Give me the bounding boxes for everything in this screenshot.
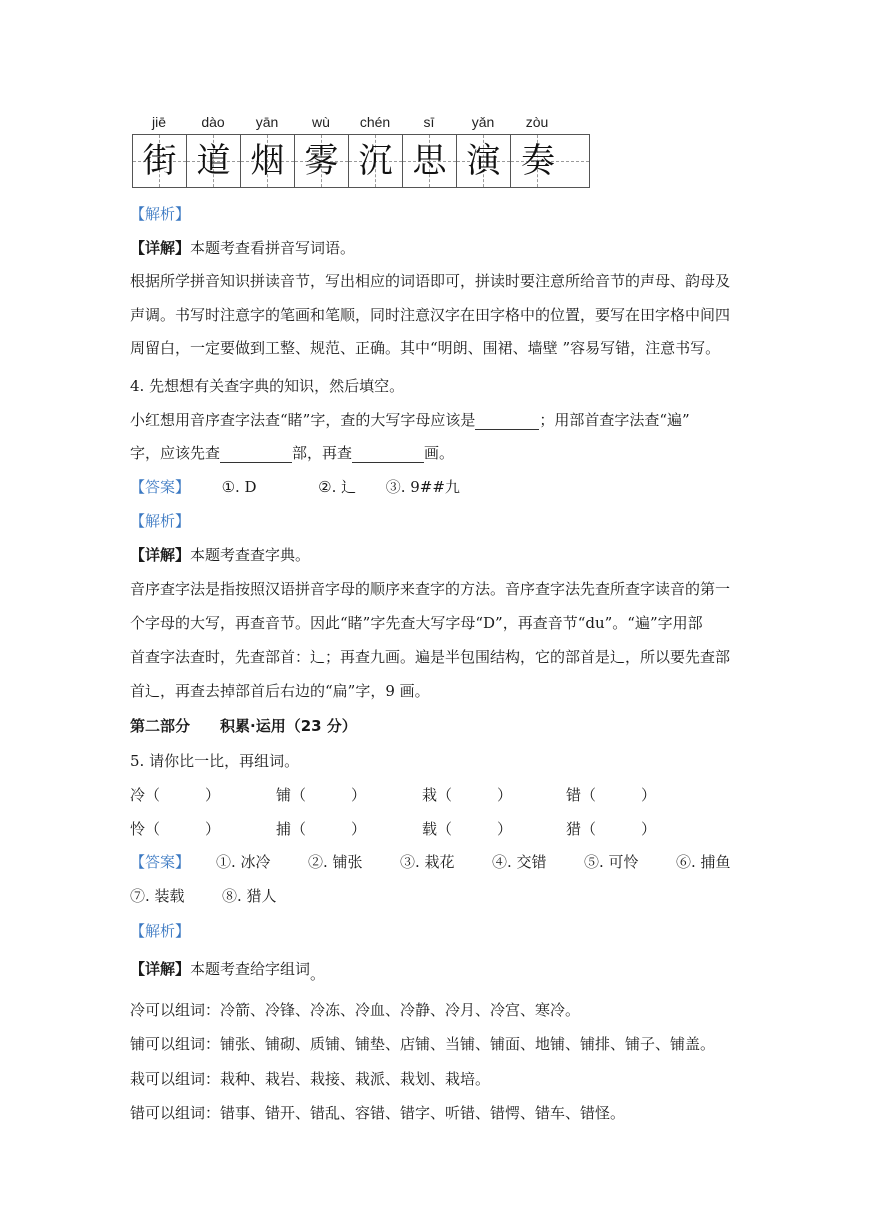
section-heading: 第二部分 积累·运用（23 分） xyxy=(130,717,357,735)
word-pair-item: 载（ ） xyxy=(422,820,513,838)
grid-character: 街 xyxy=(142,141,177,181)
paragraph-line: 错可以组词：错事、错开、错乱、容错、错字、听错、错愕、错车、错怪。 xyxy=(130,1104,626,1122)
grid-cell xyxy=(403,135,457,187)
grid-character: 演 xyxy=(466,141,501,181)
grid-cell xyxy=(133,135,187,187)
grid-character: 雾 xyxy=(304,141,339,181)
jiexi-label: 【解析】 xyxy=(130,922,191,940)
paragraph-line: 声调。书写时注意字的笔画和笔顺，同时注意汉字在田字格中的位置，要写在田字格中间四 xyxy=(130,306,731,324)
grid-character: 道 xyxy=(196,141,231,181)
grid-cell xyxy=(295,135,349,187)
paragraph-line: 首辶，再查去掉部首后右边的“扁”字，9 画。 xyxy=(130,682,430,700)
answer-line xyxy=(130,476,460,497)
jiexi-label: 【解析】 xyxy=(130,205,191,223)
paragraph-line: 根据所学拼音知识拼读音节，写出相应的词语即可，拼读时要注意所给音节的声母、韵母及 xyxy=(130,272,731,290)
word-pair-item: 冷（ ） xyxy=(130,786,221,804)
answer-blank xyxy=(475,411,539,430)
answer-item: ⑥. 捕鱼 xyxy=(676,853,731,871)
pinyin: yǎn xyxy=(471,114,495,130)
pinyin: chén xyxy=(359,114,391,130)
pinyin: zòu xyxy=(525,114,549,130)
pinyin: yān xyxy=(255,114,279,130)
answer-item: ⑤. 可怜 xyxy=(584,853,639,871)
question-line xyxy=(130,442,454,463)
pinyin: wù xyxy=(312,114,330,130)
pinyin: dào xyxy=(201,114,225,130)
grid-cell xyxy=(349,135,403,187)
grid-character: 思 xyxy=(412,141,447,181)
word-pair-item: 捕（ ） xyxy=(276,820,367,838)
paragraph-line: 首查字法查时，先查部首：辶；再查九画。遍是半包围结构，它的部首是辶，所以要先查部 xyxy=(130,648,731,666)
pinyin-row xyxy=(132,114,590,134)
detail-text: 本题考查查字典。 xyxy=(190,546,311,564)
question-title: 5. 请你比一比，再组词。 xyxy=(130,752,300,770)
detail-label: 【详解】 xyxy=(130,239,191,257)
answer-label: 【答案】 xyxy=(130,478,191,496)
detail-text: 本题考查给字组词 xyxy=(190,960,311,978)
answer-item: ①. D xyxy=(221,478,257,496)
detail-label: 【详解】 xyxy=(130,546,191,564)
answer-blank xyxy=(352,444,424,463)
answer-item: ⑦. 装载 xyxy=(130,887,185,905)
question-text: 画。 xyxy=(424,444,455,462)
answer-item: ②. 辶 xyxy=(318,478,357,496)
answer-item: ②. 铺张 xyxy=(308,853,363,871)
grid-character: 沉 xyxy=(358,141,393,181)
detail-text: 本题考查看拼音写词语。 xyxy=(190,239,356,257)
answer-item: ③. 9##九 xyxy=(385,478,460,496)
tianzige-grid xyxy=(132,134,590,188)
paragraph-line: 铺可以组词：铺张、铺砌、质铺、铺垫、店铺、当铺、铺面、地铺、铺排、铺子、铺盖。 xyxy=(130,1035,716,1053)
word-pair-item: 栽（ ） xyxy=(422,786,513,804)
question-title: 4. 先想想有关查字典的知识，然后填空。 xyxy=(130,377,405,395)
question-text: 小红想用音序查字法查“睹”字，查的大写字母应该是 xyxy=(130,411,476,429)
jiexi-label: 【解析】 xyxy=(130,512,191,530)
pinyin: sī xyxy=(423,114,435,130)
grid-cell xyxy=(241,135,295,187)
word-pair-item: 错（ ） xyxy=(566,786,657,804)
grid-character: 烟 xyxy=(250,141,285,181)
pinyin: jiē xyxy=(151,114,166,130)
answer-blank xyxy=(220,444,292,463)
paragraph-line: 栽可以组词：栽种、栽岩、栽接、栽派、栽划、栽培。 xyxy=(130,1070,491,1088)
detail-line xyxy=(130,544,310,565)
detail-line xyxy=(130,237,355,258)
grid-cell xyxy=(511,135,589,187)
detail-line xyxy=(130,958,326,983)
paragraph-line: 冷可以组词：冷箭、冷锋、冷冻、冷血、冷静、冷月、冷宫、寒冷。 xyxy=(130,1001,581,1019)
word-pair-item: 铺（ ） xyxy=(276,786,367,804)
detail-end: 。 xyxy=(310,965,326,983)
answer-item: ③. 栽花 xyxy=(400,853,455,871)
detail-label: 【详解】 xyxy=(130,960,191,978)
question-text: ；用部首查字法查“遍” xyxy=(539,411,690,429)
answer-item: ⑧. 猎人 xyxy=(222,887,277,905)
question-line xyxy=(130,409,690,430)
word-pair-item: 猎（ ） xyxy=(566,820,657,838)
answer-item: ①. 冰冷 xyxy=(216,853,271,871)
word-pair-item: 怜（ ） xyxy=(130,820,221,838)
answer-label: 【答案】 xyxy=(130,853,191,871)
question-text: 字，应该先查 xyxy=(130,444,221,462)
grid-cell xyxy=(457,135,511,187)
paragraph-line: 音序查字法是指按照汉语拼音字母的顺序来查字的方法。音序查字法先查所查字读音的第一 xyxy=(130,580,731,598)
paragraph-line: 个字母的大写，再查音节。因此“睹”字先查大写字母“D”，再查音节“du”。“遍”字用部 xyxy=(130,614,703,632)
grid-cell xyxy=(187,135,241,187)
grid-character: 奏 xyxy=(521,141,555,181)
answer-item: ④. 交错 xyxy=(492,853,547,871)
question-text: 部，再查 xyxy=(292,444,353,462)
paragraph-line: 周留白，一定要做到工整、规范、正确。其中“明朗、围裙、墙壁 ”容易写错，注意书写。 xyxy=(130,339,721,357)
